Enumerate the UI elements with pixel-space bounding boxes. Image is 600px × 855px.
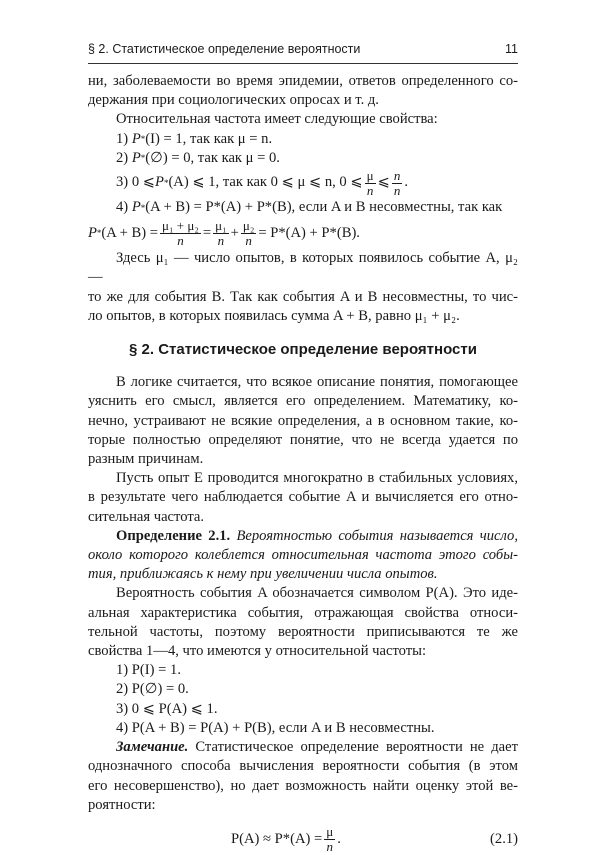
fraction-numerator: μ: [366, 167, 374, 183]
para3-line3: ло опытов, в которых появилась сумма A + B, равно μ₁ + μ₂.: [88, 307, 460, 324]
properties-intro: Относительная частота имеет следующие свойства:: [116, 111, 438, 128]
property-1-number: 1): [116, 130, 129, 147]
property-4-number: 4): [116, 199, 129, 216]
property-3-fraction-1: [365, 169, 376, 198]
prob-property-1: 1) P(I) = 1.: [116, 662, 181, 679]
para6-line3: тельной частоты, поэтому вероятности приписываются те же: [88, 623, 518, 640]
fraction-denominator: n: [326, 838, 333, 854]
property-2-number: 2): [116, 149, 129, 166]
property-2: 2) P * (∅) = 0, так как μ = 0.: [88, 149, 518, 168]
property-4-plus: +: [230, 224, 239, 241]
page-body: [88, 72, 518, 855]
equation-formula: [231, 825, 341, 854]
property-4-continuation: P * (A + B) = $\frac{\text{μ₁ + μ₂}}{n}$ = $\frac{\text{μ₁}}{n}$ + $\frac{\text{μ₂}}{n}$ = P*(A) + P*(B).: [88, 217, 360, 248]
fraction-numerator: μ₂: [242, 217, 255, 233]
remark-text-1: Статистическое определение вероятности не дает: [188, 739, 518, 756]
property-3: 3) 0 ⩽ P * (A) ⩽ 1, так как 0 ⩽ μ ⩽ n, 0 ⩽ $\frac{\mu}{n}$ ⩽ $\frac{n}{n}$ .: [116, 167, 408, 198]
para3-line2: то же для события B. Так как события A и B несовместны, то чис-: [88, 288, 518, 305]
fraction-denominator: n: [393, 182, 401, 198]
equation-number: (2.1): [490, 830, 518, 847]
remark-line1: [88, 738, 518, 757]
page-number: 11: [505, 42, 518, 56]
prob-property-4: 4) P(A + B) = P(A) + P(B), если A и B несовместны.: [116, 719, 435, 736]
fraction-denominator: n: [177, 232, 184, 248]
property-4-eq: =: [202, 224, 212, 241]
para5-line1: Пусть опыт E проводится многократно в стабильных условиях,: [116, 470, 518, 487]
property-4-fraction-1: [160, 219, 201, 248]
para1-line2: держания при социологических опросах и т. д.: [88, 92, 379, 109]
property-3-number: 3): [116, 174, 129, 191]
fraction-numerator: μ₁ + μ₂: [162, 217, 199, 233]
para1-line1: ни, заболеваемости во время эпидемии, ответов определенного со-: [88, 73, 518, 89]
fraction-denominator: n: [366, 182, 374, 198]
property-3-end: .: [404, 174, 408, 191]
header-rule: [88, 63, 518, 64]
equation-lhs: P(A) ≈ P*(A) =: [231, 830, 323, 847]
section-title: § 2. Статистическое определение вероятности: [129, 341, 477, 359]
fraction-denominator: n: [217, 232, 225, 248]
definition-text-1: Вероятностью события называется число,: [230, 527, 518, 544]
definition-label: Определение 2.1.: [116, 527, 231, 544]
para6-line2: альная характеристика события, отражающая свойства относи-: [88, 604, 518, 621]
para4-line2: уяснить его смысл, является его определением. Математику, ко-: [88, 393, 518, 410]
property-3-fraction-2: [392, 169, 403, 198]
header-title: § 2. Статистическое определение вероятности: [88, 42, 361, 56]
fraction-numerator: n: [393, 167, 401, 183]
property-4: 4) P * (A + B) = P*(A) + P*(B), если A и B несовместны, так как: [88, 198, 518, 217]
para3-line1: Здесь μ₁ — число опытов, в которых появилось событие A, μ₂ —: [88, 250, 518, 286]
para4-line3: нечно, устраивают не всякие определения, а в основном такие, ко-: [88, 412, 518, 429]
remark-label: Замечание.: [116, 739, 189, 756]
property-3-le: ⩽: [377, 174, 390, 191]
definition-line1: [88, 527, 518, 546]
property-4-fraction-2: [213, 219, 229, 248]
equation-fraction: [324, 825, 335, 854]
remark-line4: роятности:: [88, 796, 156, 813]
para4-line1: В логике считается, что всякое описание понятия, помогающее: [116, 374, 518, 391]
running-header: [88, 40, 518, 62]
remark-line3: его несовершенство), но дает возможность найти оценку этой ве-: [88, 777, 518, 794]
definition-line3: тия, приближаясь к нему при увеличении числа опытов.: [88, 566, 438, 583]
fraction-numerator: μ: [326, 823, 334, 839]
para4-line5: разным причинам.: [88, 451, 204, 468]
para5-line2: в результате чего наблюдается событие A и вычисляется его отно-: [88, 489, 518, 506]
property-3-b: (A) ⩽ 1, так как 0 ⩽ μ ⩽ n, 0 ⩽: [168, 174, 363, 191]
para6-line4: свойства 1—4, что имеются у относительной частоты:: [88, 643, 427, 660]
definition-line2: около которого колеблется относительная частота этого собы-: [88, 547, 518, 564]
property-1: 1) P * (I) = 1, так как μ = n.: [88, 130, 518, 149]
prob-property-2: 2) P(∅) = 0.: [116, 681, 189, 698]
equation-2-1: [88, 821, 518, 855]
property-4-end: = P*(A) + P*(B).: [258, 224, 360, 241]
property-4-cont-a: (A + B) =: [101, 224, 159, 241]
property-3-a: 0 ⩽: [131, 174, 156, 191]
para6-line1: Вероятность события A обозначается символом P(A). Это иде-: [116, 585, 518, 602]
prob-property-3: 3) 0 ⩽ P(A) ⩽ 1.: [116, 700, 218, 717]
property-4-fraction-3: [241, 219, 257, 248]
property-2-expr: (∅) = 0, так как μ = 0.: [145, 149, 280, 166]
para4-line4: торые полностью определяют понятие, что не всегда удается по: [88, 431, 518, 448]
property-4-text: (A + B) = P*(A) + P*(B), если A и B несовместны, так как: [145, 199, 503, 216]
equation-end: .: [337, 830, 341, 847]
property-1-expr: (I) = 1, так как μ = n.: [145, 130, 273, 147]
remark-line2: однозначного способа вычисления вероятности события (в этом: [88, 758, 518, 775]
fraction-numerator: μ₁: [215, 217, 227, 233]
para5-line3: сительная частота.: [88, 508, 204, 525]
fraction-denominator: n: [245, 232, 252, 248]
